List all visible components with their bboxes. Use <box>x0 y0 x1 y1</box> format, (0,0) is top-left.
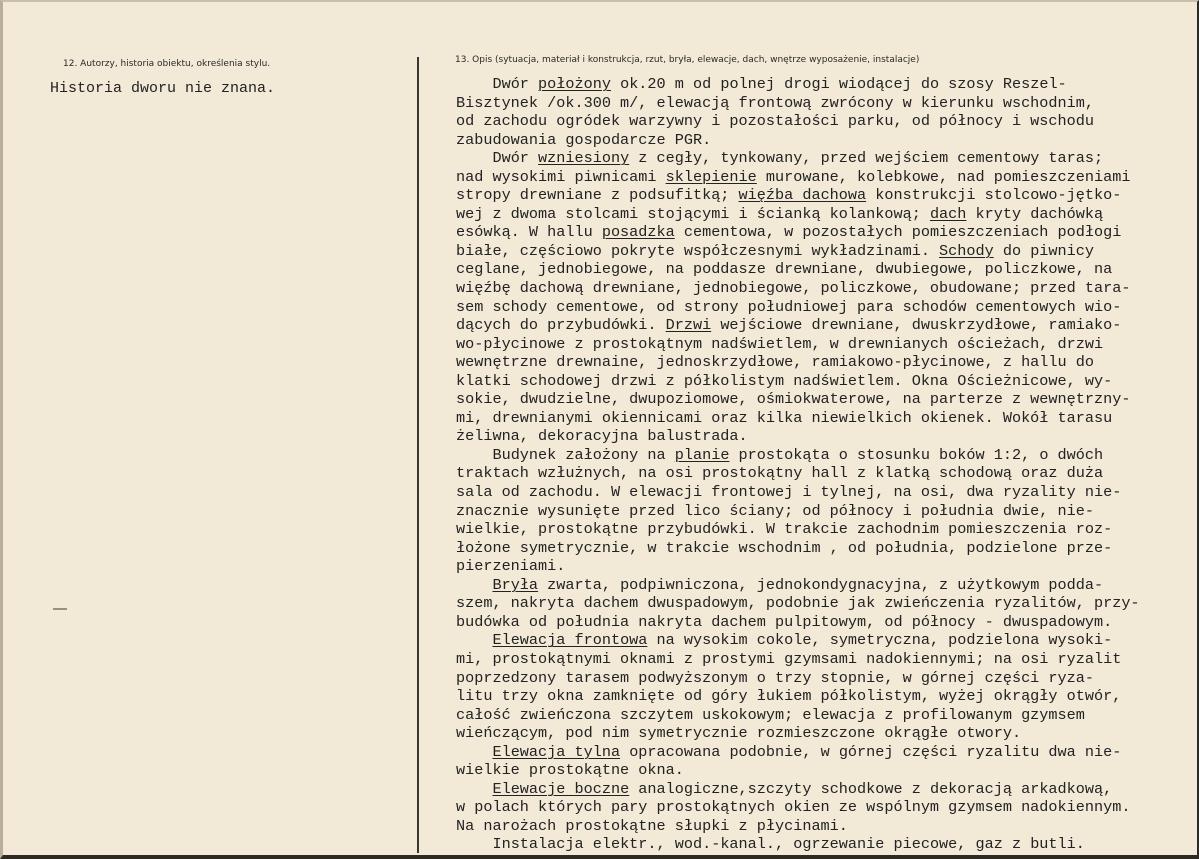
text-line: esówką. W hallu posadzka cementowa, w pozostałych pomieszczeniach podłogi <box>456 223 1122 242</box>
text-line: sokie, dwudzielne, dwupoziomowe, ośmiokwaterowe, na parterze z wewnętrzny- <box>456 390 1131 409</box>
section-12-heading: 12. Autorzy, historia obiektu, określenia stylu. <box>63 59 271 69</box>
margin-dash-mark <box>53 608 67 610</box>
text-line: Na narożach prostokątne słupki z płycinami. <box>456 816 848 835</box>
text-line: Bisztynek /ok.300 m/, elewacją frontową zwrócony w kierunku wschodnim, <box>456 93 1094 112</box>
text-line: wieńczącym, pod nim symetrycznie rozmieszczone okrągłe otwory. <box>456 724 1022 743</box>
underlined-term: Elewacja frontowa <box>492 631 648 650</box>
text-line: Dwór wzniesiony z cegły, tynkowany, przed wejściem cementowy taras; <box>492 149 1104 168</box>
text-line: Elewacje boczne analogiczne,szczyty schodkowe z dekoracją arkadkową, <box>492 779 1113 798</box>
text-line: klatki schodowej drzwi z półkolistym nadświetlem. Okna Ościeżnicowe, wy- <box>456 371 1113 390</box>
text-line: ceglane, jednobiegowe, na poddasze drewniane, dwubiegowe, policzkowe, na <box>456 260 1113 279</box>
text-line: stropy drewniane z podsufitką; więźba dachowa konstrukcji stolcowo-jętko- <box>456 186 1122 205</box>
text-line: Bryła zwarta, podpiwniczona, jednokondygnacyjna, z użytkowym podda- <box>492 575 1104 594</box>
text-line: całość zwieńczona szczytem uskokowym; elewacja z profilowanym gzymsem <box>456 705 1085 724</box>
text-line: łożone symetrycznie, w trakcie wschodnim , od południa, podzielone prze- <box>456 538 1113 557</box>
section-12-text: Historia dworu nie znana. <box>50 80 276 97</box>
text-line: nad wysokimi piwnicami sklepienie murowane, kolebkowe, nad pomieszczeniami <box>456 167 1131 186</box>
text-line: wewnętrzne drewnaine, jednoskrzydłowe, ramiakowo-płycinowe, z hallu do <box>456 353 1094 372</box>
underlined-term: sklepienie <box>665 167 757 186</box>
underlined-term: Elewacje boczne <box>492 779 630 798</box>
text-line: mi, prostokątnymi oknami z prostymi gzymsami nadokiennymi; na osi ryzalit <box>456 649 1122 668</box>
column-divider <box>417 57 419 853</box>
text-line: Dwór położony ok.20 m od polnej drogi wiodącej do szosy Reszel- <box>492 75 1067 93</box>
text-line: litu trzy okna zamknięte od góry łukiem półkolistym, wyżej okrągły otwór, <box>456 687 1122 706</box>
text-line: żeliwna, dekoracyjna balustrada. <box>456 427 748 446</box>
underlined-term: posadzka <box>601 223 675 242</box>
text-line: budówka od południa nakryta dachem pulpitowym, od północy - dwuspadowym. <box>456 612 1113 631</box>
underlined-term: planie <box>674 445 730 464</box>
text-line: białe, częściowo pokryte współczesnymi wykładzinami. Schody do piwnicy <box>456 241 1094 260</box>
text-line: szem, nakryta dachem dwuspadowym, podobnie jak zwieńczenia ryzalitów, przy- <box>456 594 1140 613</box>
underlined-term: Elewacja tylna <box>492 742 621 761</box>
section-13-heading: 13. Opis (sytuacja, materiał i konstrukcja, rzut, bryła, elewacje, dach, wnętrze wyposażenie, instalacje) <box>455 55 920 65</box>
section-13-description <box>456 75 1196 854</box>
underlined-term: dach <box>929 204 967 223</box>
text-line: więźbę dachową drewniane, jednobiegowe, policzkowe, obudowane; przed tara- <box>456 279 1131 298</box>
text-line: pierzeniami. <box>456 557 566 576</box>
text-line: od zachodu ogródek warzywny i pozostałości parku, od północy i wschodu <box>456 112 1094 131</box>
underlined-term: położony <box>538 75 611 93</box>
text-line: Budynek założony na planie prostokąta o stosunku boków 1:2, o dwóch <box>492 445 1104 464</box>
underlined-term: więźba dachowa <box>738 186 867 205</box>
text-line: dących do przybudówki. Drzwi wejściowe drewniane, dwuskrzydłowe, ramiako- <box>456 316 1122 335</box>
text-line: wielkie, prostokątne przybudówki. W trakcie zachodnim pomieszczenia roz- <box>456 520 1113 539</box>
text-line: zabudowania gospodarcze PGR. <box>456 130 712 149</box>
text-line: wielkie prostokątne okna. <box>456 761 684 780</box>
underlined-term: Bryła <box>492 575 539 594</box>
text-line: poprzedzony tarasem podwyższonym o trzy stopnie, w górnej części ryza- <box>456 668 1094 687</box>
text-line: Elewacja tylna opracowana podobnie, w górnej części ryzalitu dwa nie- <box>492 742 1122 761</box>
underlined-term: wzniesiony <box>538 149 630 168</box>
text-line: mi, drewnianymi okiennicami oraz kilka niewielkich okienek. Wokół tarasu <box>456 408 1113 427</box>
text-line: wej z dwoma stolcami stojącymi i ścianką kolankową; dach kryty dachówką <box>456 204 1104 223</box>
text-line: sem schody cementowe, od strony południowej para schodów cementowych wio- <box>456 297 1122 316</box>
text-line: wo-płycinowe z prostokątnym nadświetlem, w drewnianych ościeżach, drzwi <box>456 334 1104 353</box>
text-line: sala od zachodu. W elewacji frontowej i tylnej, na osi, dwa ryzality nie- <box>456 483 1122 502</box>
underlined-term: Drzwi <box>665 316 712 335</box>
text-line: traktach wzłużnych, na osi prostokątny hall z klatką schodową oraz duża <box>456 464 1104 483</box>
text-line: Instalacja elektr., wod.-kanal., ogrzewanie piecowe, gaz z butli. <box>492 835 1085 854</box>
text-line: w polach których pary prostokątnych okien ze wspólnym gzymsem nadokiennym. <box>456 798 1131 817</box>
text-line: znacznie wysunięte przed lico ściany; od północy i południa dwie, nie- <box>456 501 1094 520</box>
text-line: Elewacja frontowa na wysokim cokole, symetryczna, podzielona wysoki- <box>492 631 1113 650</box>
underlined-term: Schody <box>939 241 994 260</box>
